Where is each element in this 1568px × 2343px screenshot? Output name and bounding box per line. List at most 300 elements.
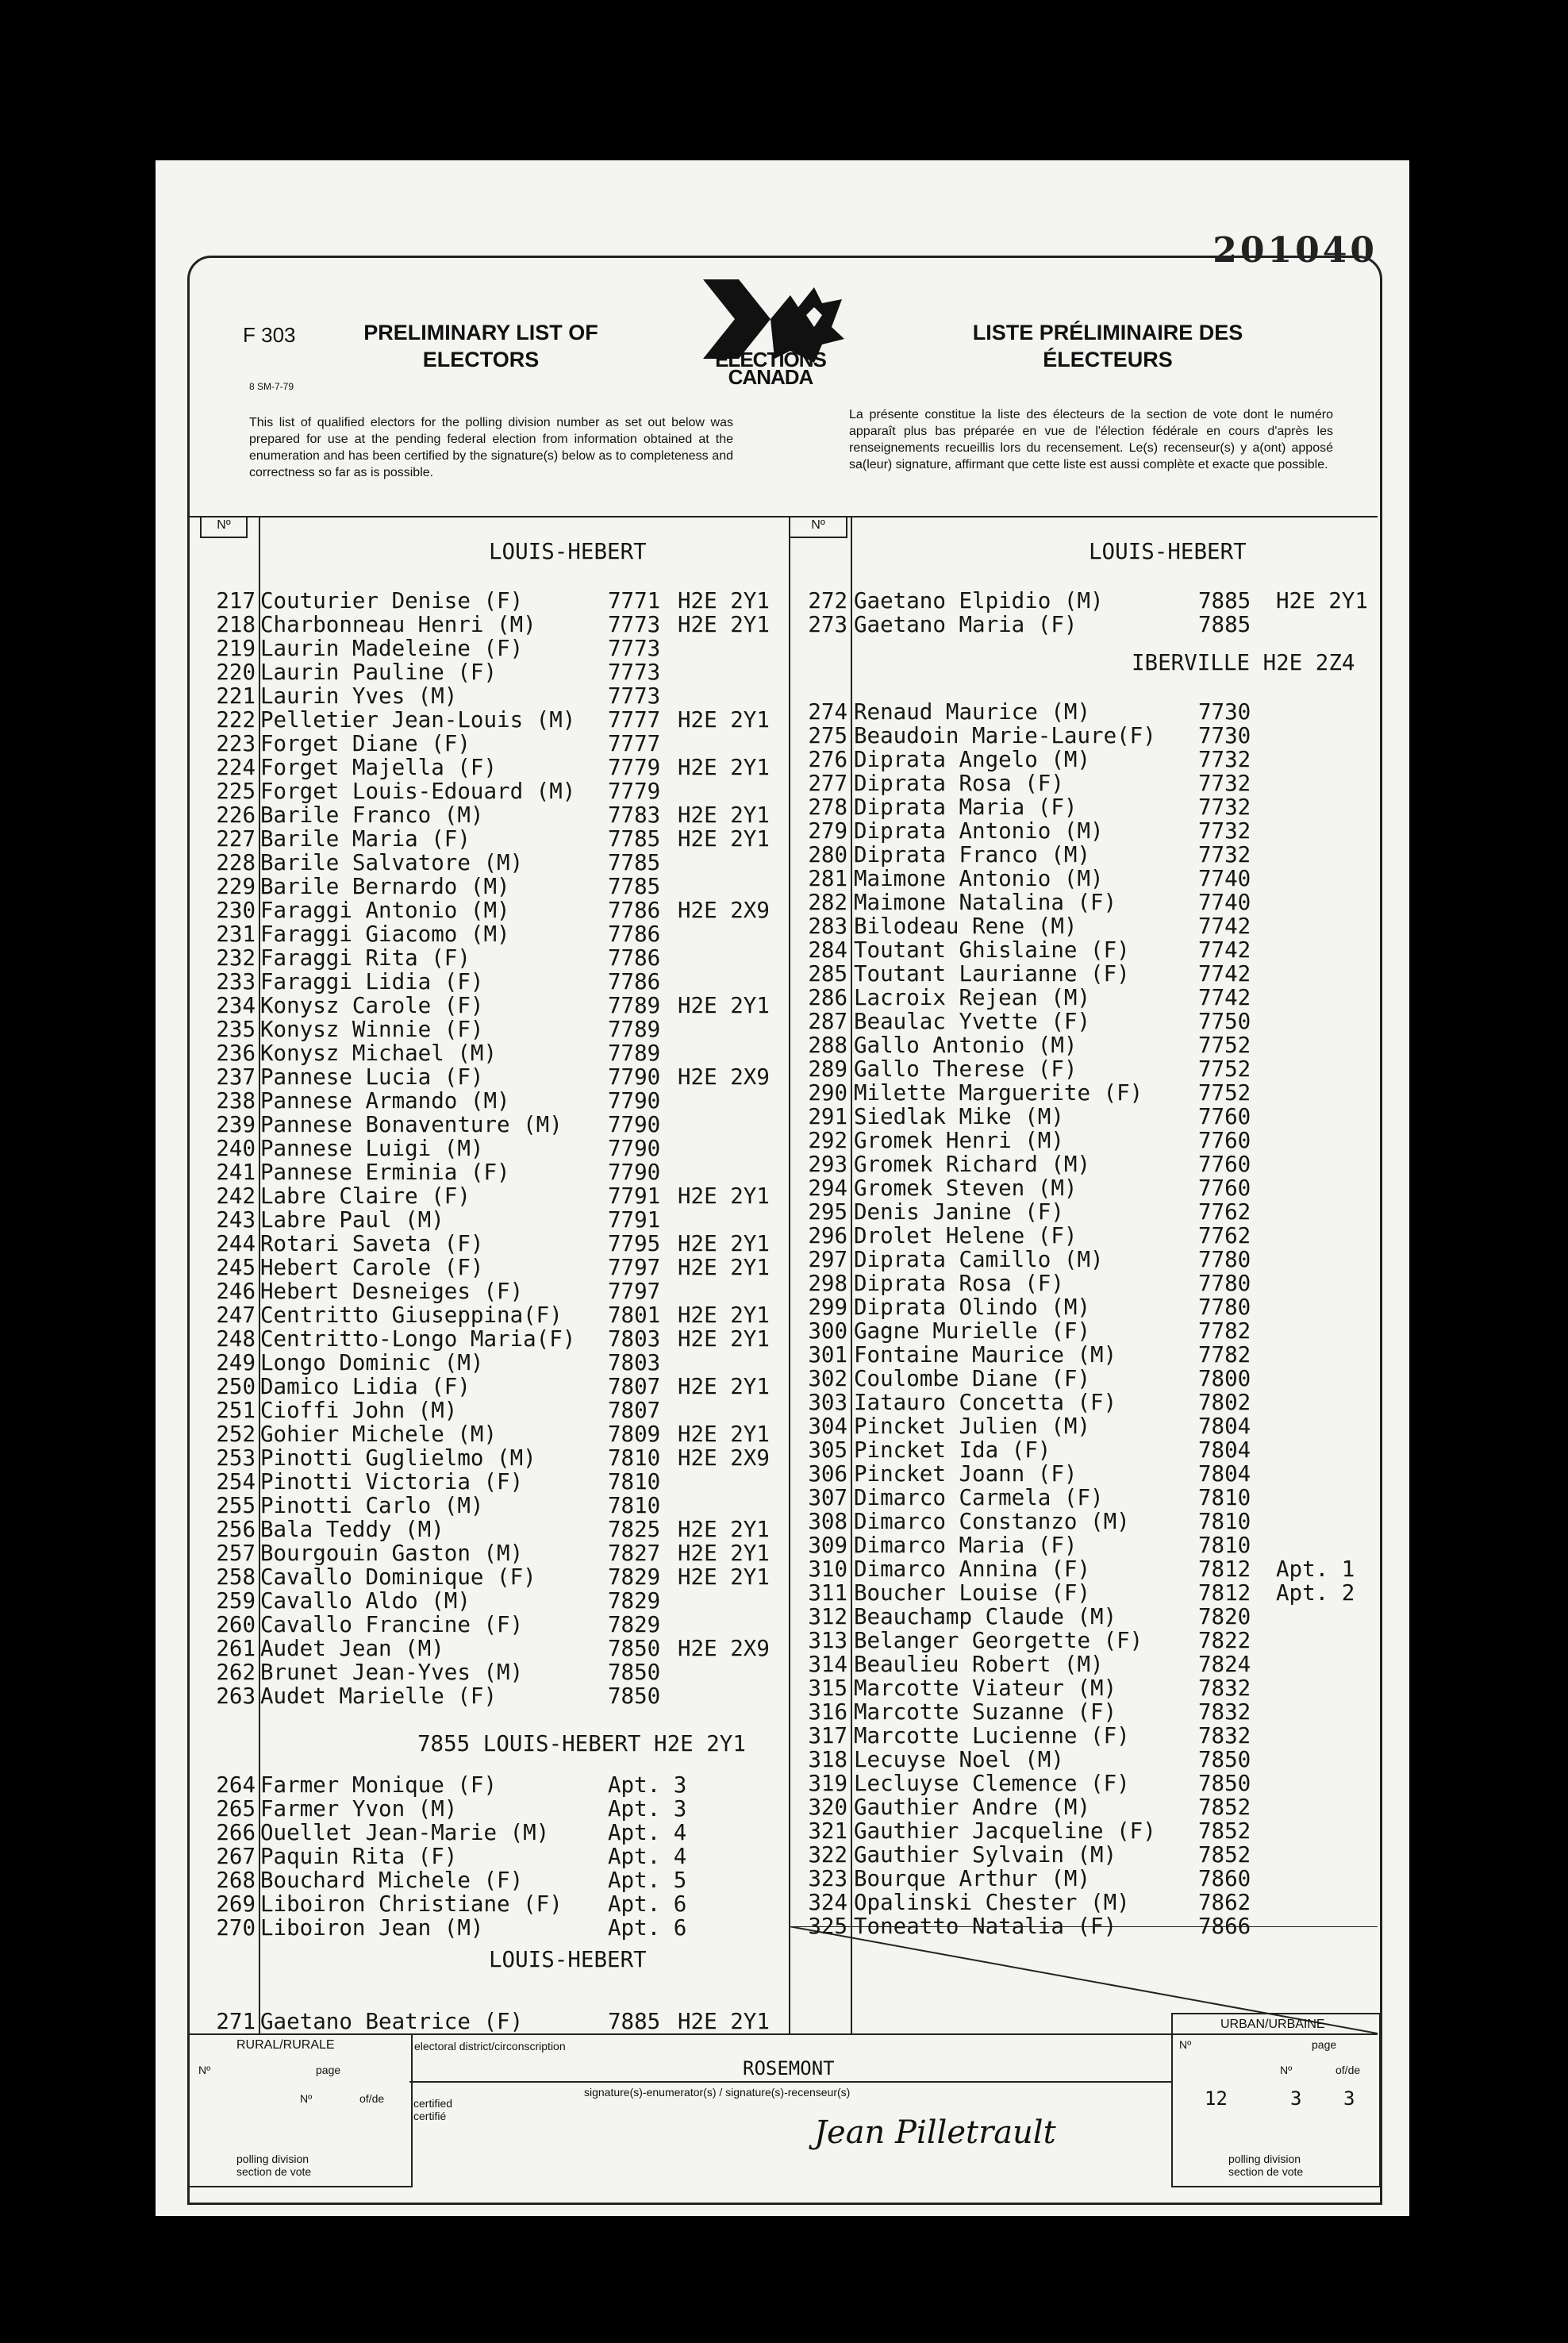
elector-number: 301 [808,1342,847,1368]
urban-of-value: 3 [1343,2087,1355,2110]
elector-name: Gauthier Sylvain (M) [854,1842,1117,1868]
list-item [156,748,1378,771]
elector-number: 234 [216,993,256,1018]
elector-postal-code: H2E 2Y1 [678,1422,770,1447]
elector-number: 229 [216,874,256,899]
elector-name: Dimarco Maria (F) [854,1533,1078,1558]
elector-address: 7790 [608,1088,661,1114]
list-item [156,1914,1378,1941]
elector-address: 7730 [1198,699,1251,725]
elector-number: 286 [808,985,847,1010]
list-item [156,700,1378,724]
elector-number: 268 [216,1868,256,1893]
list-item [156,1319,1378,1343]
elector-number: 318 [808,1747,847,1772]
elector-number: 222 [216,707,256,733]
elector-address: 7732 [1198,794,1251,820]
elector-number: 245 [216,1255,256,1280]
elector-name: Dimarco Constanzo (M) [854,1509,1130,1534]
elector-address: 7803 [608,1326,661,1352]
elector-address: Apt. 4 [608,1844,687,1869]
elector-name: Lecluyse Clemence (F) [854,1771,1130,1796]
elector-number: 306 [808,1461,847,1487]
list-item [156,819,1378,843]
elector-name: Barile Maria (F) [260,826,471,852]
enumerator-signature: Jean Pilletrault [814,2114,1056,2151]
elector-number: 297 [808,1247,847,1272]
elector-name: Gagne Murielle (F) [854,1318,1091,1344]
list-item [156,1652,1378,1676]
elector-name: Diprata Rosa (F) [854,1271,1064,1296]
elector-address: 7740 [1198,890,1251,915]
elector-address: 7732 [1198,842,1251,868]
elector-name: Toutant Laurianne (F) [854,961,1130,987]
rural-no-label: Nº [198,2064,211,2076]
elector-address: 7786 [608,898,661,923]
elector-address: 7760 [1198,1152,1251,1177]
elector-name: Pannese Erminia (F) [260,1160,510,1185]
elector-name: Bouchard Michele (F) [260,1868,524,1893]
elector-name: Farmer Yvon (M) [260,1796,458,1822]
elector-number: 322 [808,1842,847,1868]
signature-label: signature(s)-enumerator(s) / signature(s)-recenseur(s) [584,2086,851,2099]
elector-address: 7885 [1198,612,1251,637]
elector-address: 7780 [1198,1295,1251,1320]
list-item [156,1819,1378,1843]
elector-address: 7850 [608,1636,661,1661]
elector-name: Pincket Ida (F) [854,1437,1051,1463]
title-french [949,319,1266,373]
elector-postal-code: H2E 2Y1 [678,1564,770,1590]
elector-name: Gauthier Andre (M) [854,1795,1091,1820]
elector-address: 7807 [608,1398,661,1423]
logo-text-line2: CANADA [728,365,813,389]
elector-postal-code: H2E 2Y1 [678,612,770,637]
elector-number: 321 [808,1818,847,1844]
elector-name: Laurin Madeleine (F) [260,636,524,661]
list-item [156,1557,1378,1581]
elector-number: 289 [808,1056,847,1082]
elector-address: 7762 [1198,1199,1251,1225]
street-heading: LOUIS-HEBERT [489,1947,647,1972]
elector-number: 233 [216,969,256,995]
list-item [156,1224,1378,1248]
elector-name: Gallo Therese (F) [854,1056,1078,1082]
note-french: La présente constitue la liste des électeurs de la section de vote dont le numéro apparaît plus bas préparée en vue de l'élection fédérale en cours d'après les renseignements recueillis lors du recensement. Le(s) recenseur(s) y a(ont) apposé sa(leur) signature, affirmant que cette liste est aussi complète et exacte que possible. [849,408,1333,471]
list-item [156,867,1378,891]
elector-address: 7752 [1198,1056,1251,1082]
elector-number: 287 [808,1009,847,1034]
elector-name: Konysz Carole (F) [260,993,484,1018]
elector-number: 259 [216,1588,256,1614]
elector-postal-code: H2E 2Y1 [678,1255,770,1280]
elector-number: 276 [808,747,847,772]
elector-postal-code: H2E 2Y1 [678,826,770,852]
urban-page-label: page [1312,2038,1337,2051]
form-number: F 303 [243,323,296,347]
list-item [156,1343,1378,1367]
elector-address: 7822 [1198,1628,1251,1653]
elector-apartment: Apt. 2 [1276,1580,1355,1606]
list-item [156,1771,1378,1798]
elector-name: Gohier Michele (M) [260,1422,498,1447]
rural-label: RURAL/RURALE [236,2038,335,2052]
elector-address: 7777 [608,707,661,733]
list-item [156,1605,1378,1629]
elector-number: 253 [216,1445,256,1471]
elector-name: Pannese Lucia (F) [260,1064,484,1090]
elector-address: 7790 [608,1112,661,1137]
elector-name: Bilodeau Rene (M) [854,914,1078,939]
elector-address: 7810 [608,1445,661,1471]
elector-name: Barile Salvatore (M) [260,850,524,875]
elector-address: 7827 [608,1541,661,1566]
elector-postal-code: H2E 2Y1 [678,802,770,828]
list-item [156,589,1378,613]
list-item [156,1438,1378,1462]
elector-number: 271 [216,2009,256,2034]
elector-name: Gallo Antonio (M) [854,1033,1078,1058]
street-heading: IBERVILLE H2E 2Z4 [1132,650,1355,675]
elector-number: 308 [808,1509,847,1534]
elector-name: Hebert Desneiges (F) [260,1279,524,1304]
elector-name: Gaetano Maria (F) [854,612,1078,637]
elector-postal-code: H2E 2X9 [678,1064,770,1090]
elector-number: 241 [216,1160,256,1185]
elector-address: 7803 [608,1350,661,1375]
elector-name: Pinotti Carlo (M) [260,1493,484,1518]
elector-number: 294 [808,1175,847,1201]
elector-postal-code: H2E 2Y1 [678,707,770,733]
elector-number: 319 [808,1771,847,1796]
elector-number: 270 [216,1915,256,1941]
elector-address: 7797 [608,1255,661,1280]
list-item [156,1724,1378,1748]
elector-number: 219 [216,636,256,661]
elector-address: 7829 [608,1612,661,1637]
elector-address: 7742 [1198,985,1251,1010]
elector-address: 7832 [1198,1675,1251,1701]
elector-address: 7779 [608,779,661,804]
elector-name: Beaudoin Marie-Laure(F) [854,723,1156,748]
list-item [156,1867,1378,1891]
elector-postal-code: H2E 2X9 [678,1445,770,1471]
elector-address: 7762 [1198,1223,1251,1248]
elector-number: 249 [216,1350,256,1375]
elector-name: Dimarco Annina (F) [854,1556,1091,1582]
district-box [409,2033,1171,2083]
title-french-line1: LISTE PRÉLIMINAIRE DES [972,321,1243,344]
urban-box [1171,2013,1381,2187]
form-code: 8 SM-7-79 [249,381,294,392]
elector-address: 7786 [608,945,661,971]
list-top-rule [187,516,1378,517]
list-item [156,843,1378,867]
elector-address: 7791 [608,1183,661,1209]
list-item [156,1510,1378,1533]
elector-address: 7850 [1198,1747,1251,1772]
elector-address: 7732 [1198,818,1251,844]
elector-postal-code: H2E 2Y1 [678,2009,770,2034]
elector-address: 7789 [608,993,661,1018]
elector-number: 295 [808,1199,847,1225]
elector-name: Bala Teddy (M) [260,1517,444,1542]
list-item [156,1581,1378,1605]
elector-number: 232 [216,945,256,971]
elector-name: Lecuyse Noel (M) [854,1747,1064,1772]
elector-number: 257 [216,1541,256,1566]
elector-number: 266 [216,1820,256,1845]
list-item [156,1129,1378,1152]
elector-address: 7732 [1198,771,1251,796]
right-number-header: Nº [789,516,847,538]
title-english [346,319,616,373]
list-item [156,1700,1378,1724]
elector-address: 7780 [1198,1271,1251,1296]
elector-address: 7812 [1198,1556,1251,1582]
elector-number: 320 [808,1795,847,1820]
elector-number: 274 [808,699,847,725]
elector-name: Toutant Ghislaine (F) [854,937,1130,963]
rural-of-label: of/de [359,2092,385,2105]
elector-postal-code: H2E 2Y1 [678,1302,770,1328]
list-item [156,1367,1378,1391]
elector-number: 310 [808,1556,847,1582]
elector-name: Rotari Saveta (F) [260,1231,484,1256]
rural-page-no-label: Nº [300,2092,313,2105]
list-item [156,1033,1378,1057]
elector-address: 7852 [1198,1795,1251,1820]
elector-postal-code: H2E 2Y1 [678,1517,770,1542]
elector-number: 293 [808,1152,847,1177]
rural-page-label: page [316,2064,341,2076]
certified-label-2: certifié [413,2110,447,2122]
elector-address: 7824 [1198,1652,1251,1677]
elector-postal-code: H2E 2Y1 [1276,588,1368,614]
elector-number: 260 [216,1612,256,1637]
elector-address: 7804 [1198,1437,1251,1463]
elector-address: 7810 [608,1493,661,1518]
elector-number: 265 [216,1796,256,1822]
list-item [156,986,1378,1010]
elector-name: Faraggi Lidia (F) [260,969,484,995]
title-french-line2: ÉLECTEURS [1043,348,1173,371]
elector-name: Diprata Angelo (M) [854,747,1091,772]
elector-address: 7760 [1198,1175,1251,1201]
elector-address: Apt. 6 [608,1891,687,1917]
elector-address: 7777 [608,731,661,756]
elector-number: 313 [808,1628,847,1653]
elector-name: Lacroix Rejean (M) [854,985,1091,1010]
elector-name: Toneatto Natalia (F) [854,1914,1117,1939]
elector-address: 7852 [1198,1842,1251,1868]
elector-number: 236 [216,1041,256,1066]
elector-number: 311 [808,1580,847,1606]
elector-name: Dimarco Carmela (F) [854,1485,1104,1510]
elector-address: 7801 [608,1302,661,1328]
elector-name: Hebert Carole (F) [260,1255,484,1280]
elector-address: 7773 [608,683,661,709]
elector-address: 7802 [1198,1390,1251,1415]
elector-number: 278 [808,794,847,820]
elector-postal-code: H2E 2Y1 [678,1183,770,1209]
elector-name: Pincket Julien (M) [854,1414,1091,1439]
elector-number: 285 [808,961,847,987]
list-item [156,1533,1378,1557]
elector-postal-code: H2E 2X9 [678,1636,770,1661]
elector-number: 227 [216,826,256,852]
elector-name: Konysz Michael (M) [260,1041,498,1066]
elector-number: 258 [216,1564,256,1590]
elector-number: 314 [808,1652,847,1677]
elector-name: Forget Diane (F) [260,731,471,756]
elector-number: 230 [216,898,256,923]
elector-number: 273 [808,612,847,637]
urban-no-label: Nº [1179,2038,1192,2051]
elector-number: 239 [216,1112,256,1137]
elector-address: 7779 [608,755,661,780]
elector-name: Drolet Helene (F) [854,1223,1078,1248]
elector-number: 220 [216,660,256,685]
elector-address: 7820 [1198,1604,1251,1629]
elector-name: Cavallo Francine (F) [260,1612,524,1637]
list-item [156,724,1378,748]
elector-name: Brunet Jean-Yves (M) [260,1660,524,1685]
list-item [156,1462,1378,1486]
elector-number: 304 [808,1414,847,1439]
elector-name: Pincket Joann (F) [854,1461,1078,1487]
elector-name: Farmer Monique (F) [260,1772,498,1798]
elector-number: 277 [808,771,847,796]
elector-number: 250 [216,1374,256,1399]
elector-address: 7800 [1198,1366,1251,1391]
elector-number: 217 [216,588,256,614]
elector-number: 269 [216,1891,256,1917]
elector-address: 7829 [608,1564,661,1590]
elector-number: 316 [808,1699,847,1725]
elector-number: 323 [808,1866,847,1891]
elector-number: 267 [216,1844,256,1869]
elector-name: Pannese Luigi (M) [260,1136,484,1161]
elector-number: 288 [808,1033,847,1058]
elector-address: 7790 [608,1160,661,1185]
elector-address: 7760 [1198,1104,1251,1129]
elector-number: 307 [808,1485,847,1510]
elector-number: 237 [216,1064,256,1090]
elector-name: Marcotte Suzanne (F) [854,1699,1117,1725]
elector-address: 7742 [1198,937,1251,963]
elector-number: 226 [216,802,256,828]
elector-address: 7789 [608,1041,661,1066]
elector-address: 7785 [608,874,661,899]
elector-name: Marcotte Viateur (M) [854,1675,1117,1701]
list-item [156,1795,1378,1822]
list-item [156,1843,1378,1867]
elector-number: 296 [808,1223,847,1248]
list-item [156,1105,1378,1129]
elector-name: Belanger Georgette (F) [854,1628,1143,1653]
list-item [156,1010,1378,1033]
elector-address: 7850 [608,1660,661,1685]
elector-name: Pannese Bonaventure (M) [260,1112,563,1137]
note-english: This list of qualified electors for the polling division number as set out below was prepared for use at the pending federal election from information obtained at the enumeration and has been certified by the signature(s) below as to completeness and correctness so far as is possible. [249,416,733,479]
elector-address: Apt. 4 [608,1820,687,1845]
elector-number: 317 [808,1723,847,1749]
elector-address: Apt. 3 [608,1796,687,1822]
elector-number: 218 [216,612,256,637]
elector-name: Barile Franco (M) [260,802,484,828]
elector-address: 7789 [608,1017,661,1042]
elector-name: Centritto-Longo Maria(F) [260,1326,576,1352]
elector-name: Faraggi Rita (F) [260,945,471,971]
list-item [156,1391,1378,1414]
logo-text-line1: ELECTIONS [715,348,826,371]
elector-name: Pinotti Victoria (F) [260,1469,524,1495]
street-heading: LOUIS-HEBERT [489,539,647,564]
elector-name: Faraggi Antonio (M) [260,898,510,923]
elector-name: Diprata Maria (F) [854,794,1078,820]
elector-name: Barile Bernardo (M) [260,874,510,899]
elector-address: 7773 [608,660,661,685]
elector-name: Pelletier Jean-Louis (M) [260,707,576,733]
elector-postal-code: H2E 2Y1 [678,1374,770,1399]
left-number-header: Nº [200,516,248,538]
elector-address: 7773 [608,636,661,661]
elector-address: 7832 [1198,1699,1251,1725]
elector-number: 251 [216,1398,256,1423]
elector-number: 248 [216,1326,256,1352]
urban-page-no-label: Nº [1280,2064,1293,2076]
list-item [156,891,1378,914]
elector-name: Gromek Henri (M) [854,1128,1064,1153]
elector-address: 7809 [608,1422,661,1447]
elector-number: 283 [808,914,847,939]
elector-name: Cavallo Aldo (M) [260,1588,471,1614]
elector-name: Cavallo Dominique (F) [260,1564,536,1590]
elector-number: 238 [216,1088,256,1114]
elector-address: 7786 [608,969,661,995]
elector-name: Gaetano Elpidio (M) [854,588,1104,614]
elector-address: 7810 [1198,1509,1251,1534]
list-item [156,938,1378,962]
elector-name: Couturier Denise (F) [260,588,524,614]
elector-number: 305 [808,1437,847,1463]
elector-name: Charbonneau Henri (M) [260,612,536,637]
elector-address: 7752 [1198,1080,1251,1106]
elector-name: Milette Marguerite (F) [854,1080,1143,1106]
district-value: ROSEMONT [743,2057,835,2079]
elector-address: 7790 [608,1064,661,1090]
elector-number: 262 [216,1660,256,1685]
elector-address: 7862 [1198,1890,1251,1915]
list-item [156,1629,1378,1652]
elector-number: 242 [216,1183,256,1209]
elector-number: 231 [216,921,256,947]
elector-address: 7742 [1198,914,1251,939]
street-heading: LOUIS-HEBERT [1089,539,1247,564]
elector-name: Siedlak Mike (M) [854,1104,1064,1129]
elector-postal-code: H2E 2Y1 [678,755,770,780]
elector-name: Gaetano Beatrice (F) [260,2009,524,2034]
document-page [156,160,1409,2216]
list-item [156,1081,1378,1105]
list-item [156,1748,1378,1772]
elector-number: 247 [216,1302,256,1328]
elector-address: 7832 [1198,1723,1251,1749]
elector-address: 7807 [608,1374,661,1399]
list-item [156,795,1378,819]
elector-address: 7732 [1198,747,1251,772]
